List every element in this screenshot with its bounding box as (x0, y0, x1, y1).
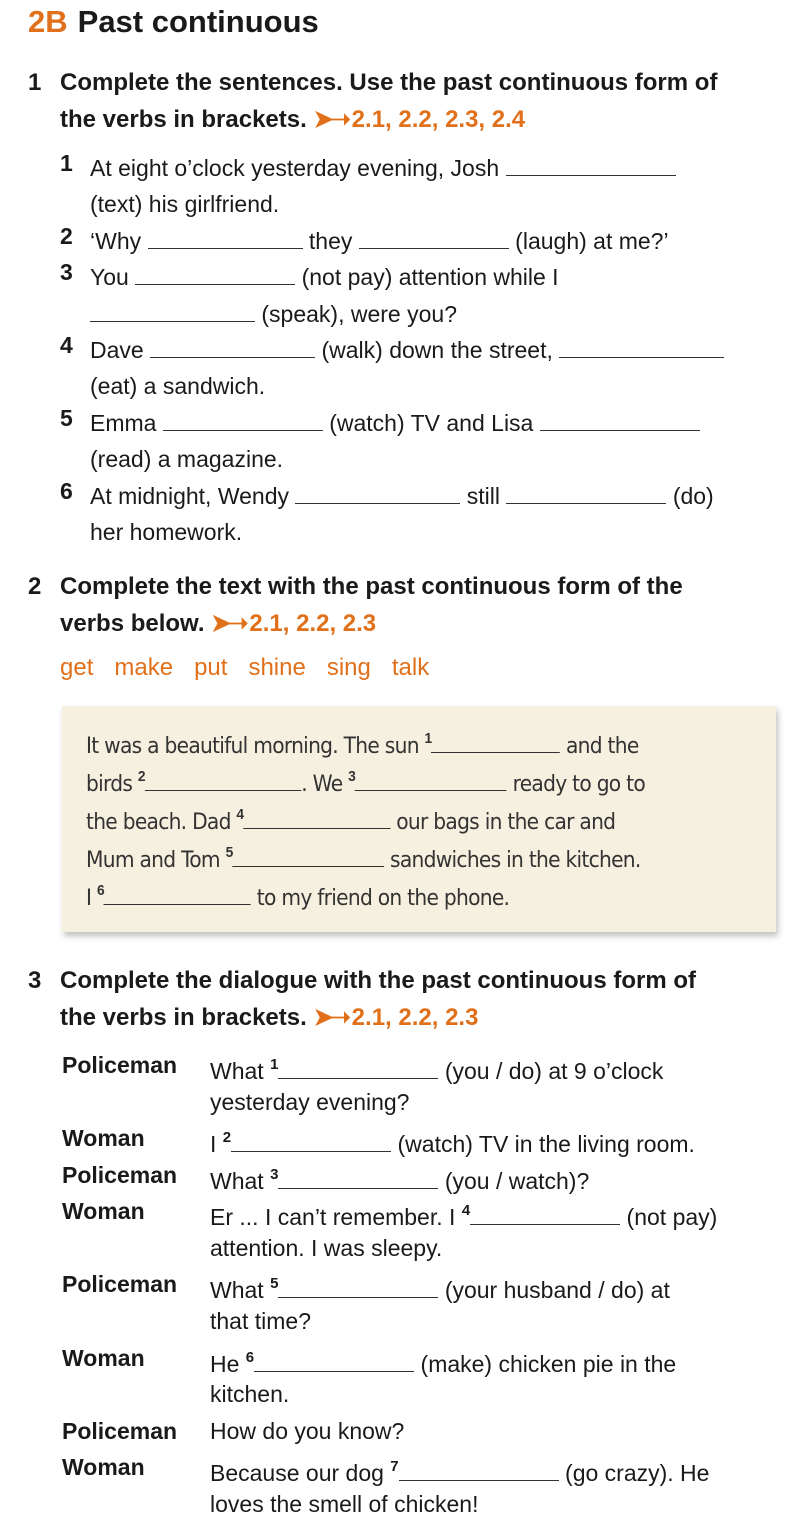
question-1: At eight o’clock yesterday evening, Josh (90, 150, 676, 186)
answer-blank[interactable] (506, 151, 676, 176)
answer-blank[interactable] (90, 297, 255, 322)
answer-blank[interactable] (278, 1054, 438, 1079)
dialogue-line: What $^3$ (you / watch)? (210, 1166, 590, 1194)
word-bank-item: sing (326, 654, 371, 681)
exercise-2-heading (28, 568, 788, 642)
instruction-line: the verbs in brackets. (60, 106, 307, 133)
question-5: Emma (watch) TV and Lisa (90, 405, 700, 441)
text-line: I $^6$ to my friend on the phone. (86, 882, 510, 911)
text-line: the beach. Dad $^4$ our bags in the car and (86, 806, 616, 835)
exercise-number: 3 (28, 967, 42, 994)
speaker-label: Woman (62, 1198, 145, 1224)
question-2: ‘Why they (laugh) at me?’ (90, 223, 669, 259)
dialogue-line: kitchen. (210, 1381, 290, 1407)
dialogue-line: What $^1$ (you / do) at 9 o’clock (210, 1056, 664, 1084)
dialogue-line: loves the smell of chicken! (210, 1491, 479, 1517)
answer-blank[interactable] (470, 1200, 620, 1225)
question-3: You (not pay) attention while I (90, 259, 559, 295)
word-bank-item: put (194, 654, 228, 681)
instruction-line: verbs below. (60, 610, 205, 637)
dialogue-line: Er ... I can’t remember. I $^4$ (not pay) (210, 1202, 718, 1230)
section-code: 2B (28, 4, 68, 39)
answer-blank[interactable] (104, 880, 251, 905)
dialogue-line: I $^2$ (watch) TV in the living room. (210, 1129, 695, 1157)
text-box (62, 706, 776, 932)
text-line: Mum and Tom $^5$ sandwiches in the kitchen. (86, 844, 641, 873)
question-4-cont: (eat) a sandwich. (90, 373, 266, 399)
instruction-line: Complete the dialogue with the past continuous form of (60, 967, 696, 994)
question-5-cont: (read) a magazine. (90, 446, 284, 472)
question-number: 4 (60, 332, 73, 358)
answer-blank[interactable] (431, 728, 560, 753)
answer-blank[interactable] (233, 842, 385, 867)
instruction-line: Complete the sentences. Use the past continuous form of (60, 69, 718, 96)
answer-blank[interactable] (145, 766, 301, 791)
answer-blank[interactable] (243, 804, 390, 829)
answer-blank[interactable] (506, 479, 666, 504)
answer-blank[interactable] (540, 406, 700, 431)
word-bank-item: make (114, 654, 174, 681)
instruction-line: the verbs in brackets. (60, 1004, 307, 1031)
question-number: 6 (60, 478, 73, 504)
instruction-line: Complete the text with the past continuous form of the (60, 573, 683, 600)
text-line: It was a beautiful morning. The sun $^1$ and the (86, 730, 639, 759)
answer-blank[interactable] (278, 1164, 438, 1189)
question-6: At midnight, Wendy still (do) (90, 478, 714, 514)
dialogue-line: How do you know? (210, 1418, 405, 1444)
dialogue-line: Because our dog $^7$ (go crazy). He (210, 1458, 710, 1486)
exercise-1-heading (28, 64, 788, 138)
question-6-cont: her homework. (90, 519, 243, 545)
question-number: 1 (60, 150, 73, 176)
speaker-label: Policeman (62, 1271, 178, 1297)
answer-blank[interactable] (135, 260, 295, 285)
question-number: 2 (60, 223, 73, 249)
answer-blank[interactable] (278, 1273, 438, 1298)
page-title (28, 4, 319, 40)
speaker-label: Policeman (62, 1418, 178, 1444)
arrow-icon: ➤➝ (211, 610, 246, 637)
speaker-label: Policeman (62, 1052, 178, 1078)
dialogue-line: attention. I was sleepy. (210, 1235, 443, 1261)
answer-blank[interactable] (150, 333, 315, 358)
question-3-cont: (speak), were you? (90, 296, 457, 332)
answer-blank[interactable] (359, 224, 509, 249)
speaker-label: Woman (62, 1125, 145, 1151)
answer-blank[interactable] (231, 1127, 391, 1152)
speaker-label: Woman (62, 1345, 145, 1371)
answer-blank[interactable] (163, 406, 323, 431)
grammar-reference: ➤➝ 2.1, 2.2, 2.3, 2.4 (313, 106, 526, 133)
answer-blank[interactable] (254, 1347, 414, 1372)
question-4: Dave (walk) down the street, (90, 332, 724, 368)
arrow-icon: ➤➝ (313, 106, 348, 133)
speaker-label: Policeman (62, 1162, 178, 1188)
grammar-reference: ➤➝ 2.1, 2.2, 2.3 (211, 610, 377, 637)
answer-blank[interactable] (559, 333, 724, 358)
section-title: Past continuous (77, 4, 319, 39)
question-number: 5 (60, 405, 73, 431)
dialogue-line: He $^6$ (make) chicken pie in the (210, 1349, 677, 1377)
answer-blank[interactable] (148, 224, 303, 249)
word-bank (60, 654, 450, 682)
dialogue-line: What $^5$ (your husband / do) at (210, 1275, 670, 1303)
question-1-cont: (text) his girlfriend. (90, 191, 280, 217)
answer-blank[interactable] (399, 1456, 559, 1481)
grammar-reference: ➤➝ 2.1, 2.2, 2.3 (313, 1004, 479, 1031)
speaker-label: Woman (62, 1454, 145, 1480)
exercise-3-heading (28, 962, 788, 1036)
answer-blank[interactable] (355, 766, 507, 791)
dialogue-line: that time? (210, 1308, 311, 1334)
word-bank-item: get (60, 654, 94, 681)
exercise-number: 2 (28, 573, 42, 600)
word-bank-item: shine (248, 654, 306, 681)
arrow-icon: ➤➝ (313, 1004, 348, 1031)
answer-blank[interactable] (295, 479, 460, 504)
word-bank-item: talk (391, 654, 430, 681)
text-line: birds $^2$ . We $^3$ ready to go to (86, 768, 646, 797)
dialogue-line: yesterday evening? (210, 1089, 410, 1115)
exercise-number: 1 (28, 69, 42, 96)
question-number: 3 (60, 259, 73, 285)
